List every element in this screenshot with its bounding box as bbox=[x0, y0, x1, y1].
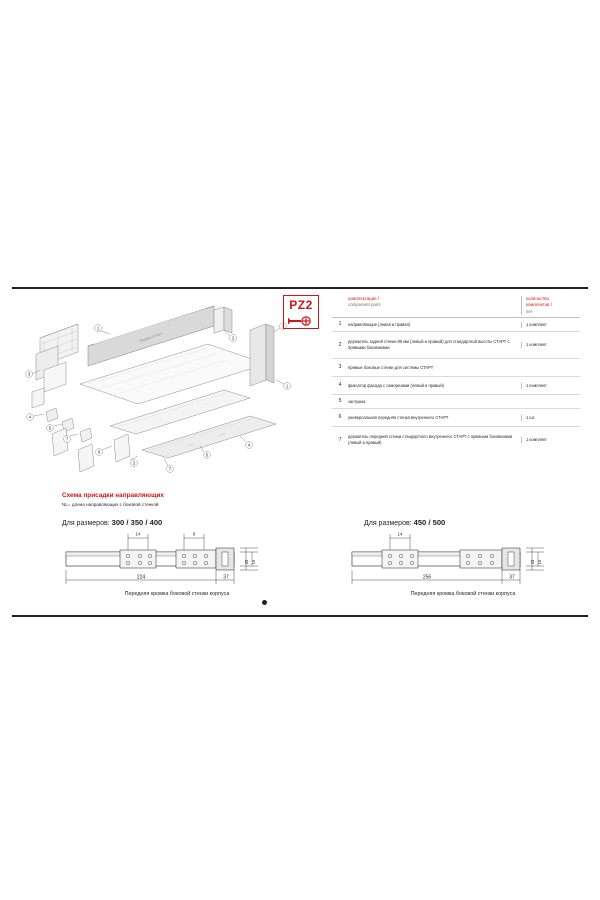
svg-text:6: 6 bbox=[97, 449, 101, 455]
dim-224-left: 224 bbox=[136, 574, 146, 581]
right-scheme-heading bbox=[364, 518, 445, 527]
row-num: 7 bbox=[338, 436, 342, 443]
row-qty: 1 комплект bbox=[521, 322, 580, 328]
pz2-badge bbox=[283, 295, 319, 329]
row-desc: заглушка bbox=[348, 398, 366, 404]
right-bracket-group bbox=[214, 307, 232, 333]
svg-text:7: 7 bbox=[65, 436, 69, 442]
small-parts-group bbox=[32, 388, 130, 472]
svg-text:5: 5 bbox=[48, 425, 52, 431]
table-header-row bbox=[332, 296, 580, 318]
row-num: 2 bbox=[338, 341, 342, 348]
left-scheme-prefix: Для размеров: bbox=[62, 520, 110, 527]
left-diagram-marker-dot bbox=[262, 600, 267, 605]
scheme-title: Схема присадки направляющих bbox=[62, 492, 164, 499]
left-diagram-svg bbox=[62, 530, 292, 590]
dim-16-left: 16 bbox=[251, 559, 256, 565]
pz2-label: PZ2 bbox=[289, 298, 313, 312]
left-diagram-caption: Передняя кромка боковой стенки корпуса bbox=[124, 591, 230, 597]
row-desc: направляющие (левая и правая) bbox=[348, 321, 411, 327]
row-num: 5 bbox=[338, 398, 342, 404]
table-row bbox=[332, 377, 580, 395]
svg-text:5: 5 bbox=[205, 452, 209, 458]
header-qty-en: set bbox=[526, 308, 532, 314]
header-qty-ru2: комплектов / bbox=[526, 302, 552, 308]
dim-37-right: 37 bbox=[509, 574, 515, 581]
table-row bbox=[332, 427, 580, 453]
dim-33-left: 33 bbox=[244, 559, 249, 565]
dim-14-left: 14 bbox=[135, 531, 141, 537]
left-scheme-heading bbox=[62, 518, 162, 527]
svg-text:7: 7 bbox=[168, 466, 172, 472]
svg-text:2: 2 bbox=[132, 460, 136, 466]
row-desc: фиксатор фасада с саморезами (левый и правый) bbox=[348, 382, 445, 388]
dim-9-left: 9 bbox=[192, 531, 196, 537]
svg-text:1: 1 bbox=[285, 383, 289, 389]
right-diagram-caption: Передняя кромка боковой стенки корпуса bbox=[410, 591, 516, 597]
row-qty: 1 комплект bbox=[521, 342, 580, 348]
row-desc: прямые боковые стенки для системы СТАРТ bbox=[348, 364, 434, 370]
header-parts-en: component parts bbox=[348, 302, 381, 308]
row-num: 4 bbox=[338, 382, 342, 388]
table-row bbox=[332, 318, 580, 332]
right-scheme-sizes: 450 / 500 bbox=[413, 518, 446, 527]
dim-33-right: 33 bbox=[530, 559, 535, 565]
row-qty: 1 комплект bbox=[521, 437, 580, 443]
svg-text:4: 4 bbox=[28, 414, 32, 420]
header-num bbox=[332, 296, 348, 315]
dim-16-right: 16 bbox=[537, 559, 542, 565]
exploded-assembly-drawing bbox=[18, 300, 298, 470]
svg-text:3: 3 bbox=[281, 323, 285, 329]
brand-stamp: Модерн СТАРТ bbox=[139, 331, 164, 343]
svg-text:4: 4 bbox=[247, 442, 251, 448]
table-row bbox=[332, 332, 580, 359]
svg-text:1: 1 bbox=[96, 325, 100, 331]
row-num: 6 bbox=[338, 414, 342, 420]
left-rail-group bbox=[36, 324, 78, 392]
right-scheme-prefix: Для размеров: bbox=[364, 520, 412, 527]
dim-14-right: 14 bbox=[397, 531, 403, 537]
dim-256-right: 256 bbox=[422, 574, 432, 581]
svg-text:3: 3 bbox=[27, 371, 31, 377]
right-diagram-svg bbox=[348, 530, 578, 590]
dim-37-left: 37 bbox=[223, 574, 229, 581]
header-qty bbox=[521, 296, 580, 315]
left-scheme-sizes: 300 / 350 / 400 bbox=[111, 518, 163, 527]
header-parts-ru: комплектация / bbox=[348, 296, 379, 301]
right-drilling-diagram bbox=[348, 530, 578, 590]
table-row bbox=[332, 409, 580, 427]
table-row bbox=[332, 359, 580, 377]
right-side-wall-group bbox=[250, 324, 274, 386]
component-parts-table bbox=[332, 296, 580, 453]
table-row bbox=[332, 395, 580, 409]
row-desc: держатель задней стенки 86 мм (левый и правый) для стандартной высоты СТАРТ с прямыми боковинами bbox=[348, 339, 510, 351]
header-parts bbox=[348, 296, 521, 315]
svg-text:2: 2 bbox=[231, 335, 235, 341]
row-desc: держатель передней стенки стандартного внутреннего СТАРТ с прямыми боковинами (левый и правый) bbox=[348, 434, 513, 446]
header-qty-ru: количество bbox=[526, 296, 549, 301]
assembly-svg bbox=[18, 300, 298, 475]
row-qty: 1 шт. bbox=[521, 415, 580, 421]
left-drilling-diagram bbox=[62, 530, 292, 590]
pz2-bit-icon bbox=[281, 314, 318, 329]
row-num: 1 bbox=[338, 321, 342, 327]
row-qty: 1 комплект bbox=[521, 383, 580, 389]
row-num: 3 bbox=[338, 364, 342, 370]
scheme-note: NL= длина направляющих с боковой стенкой bbox=[62, 502, 159, 507]
row-desc: универсальная передняя стенка внутреннего СТАРТ bbox=[348, 414, 449, 420]
